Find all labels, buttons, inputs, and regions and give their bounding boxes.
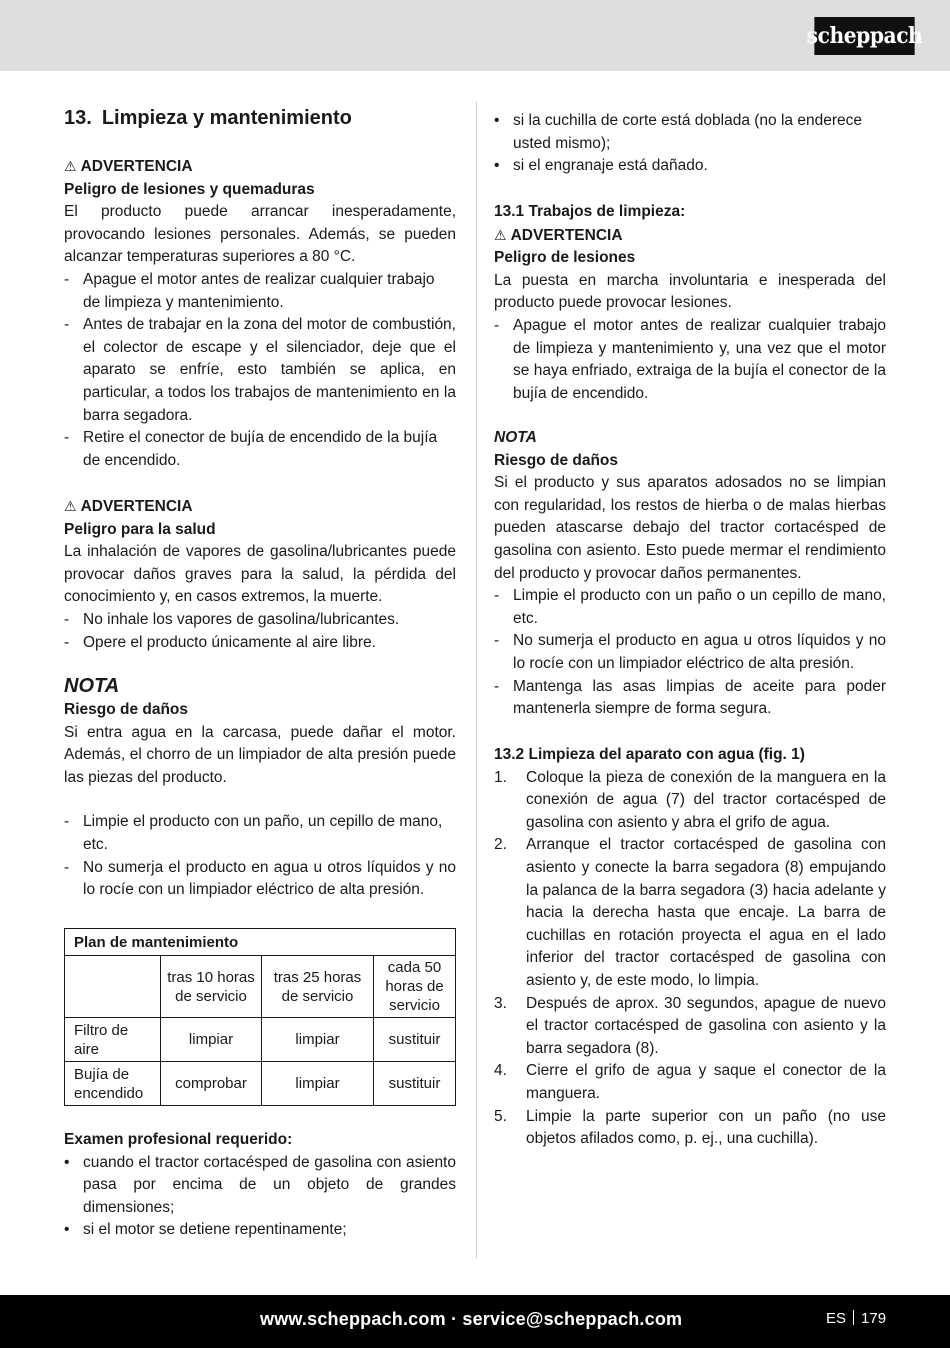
table-cell: limpiar — [262, 1018, 374, 1062]
warning-icon: ⚠ — [64, 158, 77, 174]
warning-subheading: Peligro de lesiones — [494, 249, 636, 267]
table-title: Plan de mantenimiento — [65, 929, 456, 956]
table-header-cell — [65, 956, 161, 1018]
page-indicator — [826, 1310, 886, 1327]
section-title-text: Limpieza y mantenimiento — [101, 107, 352, 129]
step-number: 3. — [494, 994, 507, 1012]
warning-list — [64, 269, 456, 472]
step-item — [494, 767, 886, 835]
list-item: • si el engranaje está dañado. — [494, 155, 886, 178]
nota-subheading: Riesgo de daños — [64, 701, 189, 718]
maintenance-table — [64, 928, 456, 1106]
language-code: ES — [826, 1310, 847, 1327]
list-item: • si el motor se detiene repentinamente; — [64, 1219, 456, 1242]
footer-contact-link[interactable]: www.scheppach.com · service@scheppach.com — [260, 1309, 683, 1329]
professional-exam — [64, 1129, 456, 1242]
step-text: Arranque el tractor cortacésped de gasolina con asiento y conecte la barra segadora (8) empujando la palanca de la barra segadora (3) hacia adelante y hacia la derecha hasta que encaje. La barra de cuchillas en rotación proyecta el agua en el lado inferior del tractor cortacésped de gasolina con asiento y, de este modo, lo limpia. — [526, 836, 886, 989]
nota-damage — [64, 673, 456, 902]
warning-text: La inhalación de vapores de gasolina/lubricantes puede provocar daños graves para la salud, la pérdida del conocimiento y, en casos extremos, la muerte. — [64, 543, 456, 606]
section-number: 13. — [64, 107, 92, 129]
step-number: 4. — [494, 1062, 507, 1080]
list-item: - Opere el producto únicamente al aire libre. — [64, 632, 456, 655]
nota-subheading: Riesgo de daños — [494, 451, 619, 469]
brand-logo: scheppach — [814, 17, 914, 55]
warning-text: El producto puede arrancar inesperadamente, provocando lesiones personales. Además, se pueden alcanzar temperaturas superiores a 80 °C. — [64, 203, 456, 266]
nota-text: Si el producto y sus aparatos adosados no se limpian con regularidad, los restos de hierba o de malas hierbas pueden atascarse debajo del tractor cortacésped de gasolina con asiento. Esto puede mermar el rendimiento del producto y provocar daños permanentes. — [494, 474, 886, 582]
list-item: - No inhale los vapores de gasolina/lubricantes. — [64, 609, 456, 632]
step-number: 2. — [494, 836, 507, 854]
table-cell: limpiar — [262, 1062, 374, 1106]
step-text: Después de aprox. 30 segundos, apague de nuevo el tractor cortacésped de gasolina con asiento y la barra segadora (8). — [526, 994, 886, 1057]
table-cell: sustituir — [374, 1062, 456, 1106]
nota-text: Si entra agua en la carcasa, puede dañar el motor. Además, el chorro de un limpiador de alta presión puede las piezas del producto. — [64, 723, 456, 786]
warning-list — [64, 609, 456, 654]
table-header-row — [65, 956, 456, 1018]
warning-icon: ⚠ — [64, 498, 77, 514]
list-item: - Limpie el producto con un paño o un cepillo de mano, etc. — [494, 585, 886, 630]
nota-list — [64, 811, 456, 901]
warning-list — [494, 315, 886, 405]
warning-subheading: Peligro de lesiones y quemaduras — [64, 180, 315, 198]
step-number: 1. — [494, 768, 507, 786]
warning-text: La puesta en marcha involuntaria e inesperada del producto puede provocar lesiones. — [494, 271, 886, 312]
step-item — [494, 993, 886, 1061]
step-item — [494, 1060, 886, 1105]
page-number: 179 — [861, 1310, 887, 1327]
nota-list — [494, 585, 886, 721]
list-item: - No sumerja el producto en agua u otros líquidos y no lo rocíe con un limpiador eléctrico de alta presión. — [64, 857, 456, 902]
list-item: - Apague el motor antes de realizar cualquier trabajo de limpieza y mantenimiento. — [64, 269, 456, 314]
table-cell: Filtro de aire — [65, 1018, 161, 1062]
step-text: Coloque la pieza de conexión de la manguera en la conexión de agua (7) del tractor cortacésped de gasolina con asiento y abra el grifo de agua. — [526, 768, 886, 831]
list-item: - Retire el conector de bujía de encendido de la bujía de encendido. — [64, 427, 456, 472]
section-13-1 — [494, 201, 886, 405]
exam-list — [64, 1152, 456, 1242]
table-row — [65, 1062, 456, 1106]
warning-health — [64, 495, 456, 654]
table-cell: limpiar — [161, 1018, 262, 1062]
subsection-title: 13.1 Trabajos de limpieza: — [494, 203, 686, 220]
nota-heading: NOTA — [494, 429, 537, 446]
list-item: - Antes de trabajar en la zona del motor de combustión, el colector de escape y el silenciador, deje que el aparato se enfríe, esto también se aplica, en particular, a todos los trabajos de mantenimiento en la barra segadora. — [64, 314, 456, 427]
warning-icon: ⚠ — [494, 226, 507, 243]
warning-burn — [64, 155, 456, 472]
table-cell: Bujía de encendido — [65, 1062, 161, 1106]
list-item: • cuando el tractor cortacésped de gasolina con asiento pasa por encima de un objeto de grandes dimensiones; — [64, 1152, 456, 1220]
table-header-cell: cada 50 horas de servicio — [374, 956, 456, 1018]
section-13-2 — [494, 744, 886, 1151]
subsection-title: 13.2 Limpieza del aparato con agua (fig. 1) — [494, 746, 805, 763]
page-separator — [853, 1310, 854, 1325]
warning-heading: ⚠ ADVERTENCIA — [494, 224, 886, 248]
exam-heading: Examen profesional requerido: — [64, 1131, 293, 1148]
step-item — [494, 1106, 886, 1151]
section-title — [64, 107, 352, 130]
table-header-cell: tras 25 horas de servicio — [262, 956, 374, 1018]
column-divider — [476, 102, 477, 1258]
table-cell: sustituir — [374, 1018, 456, 1062]
nota-heading: NOTA — [64, 675, 120, 697]
list-item: - Apague el motor antes de realizar cualquier trabajo de limpieza y mantenimiento y, una vez que el motor se haya enfriado, extraiga de la bujía el conector de la bujía de encendido. — [494, 315, 886, 405]
warning-heading: ⚠ ADVERTENCIA — [64, 155, 456, 179]
list-item: • si la cuchilla de corte está doblada (no la enderece usted mismo); — [494, 110, 886, 155]
warning-heading: ⚠ ADVERTENCIA — [64, 495, 456, 519]
warning-subheading: Peligro para la salud — [64, 520, 216, 538]
table-row — [65, 1018, 456, 1062]
table-cell: comprobar — [161, 1062, 262, 1106]
list-item: - Limpie el producto con un paño, un cepillo de mano, etc. — [64, 811, 456, 856]
list-item: - No sumerja el producto en agua u otros líquidos y no lo rocíe con un limpiador eléctrico de alta presión. — [494, 630, 886, 675]
footer-bar — [0, 1295, 950, 1348]
step-number: 5. — [494, 1107, 507, 1125]
table-header-cell: tras 10 horas de servicio — [161, 956, 262, 1018]
exam-continued — [494, 110, 886, 178]
step-text: Limpie la parte superior con un paño (no use objetos afilados como, p. ej., una cuchilla). — [526, 1107, 886, 1148]
step-item — [494, 834, 886, 992]
list-item: - Mantenga las asas limpias de aceite para poder mantenerla siempre de forma segura. — [494, 676, 886, 721]
exam-list-continued — [494, 110, 886, 178]
steps-list — [494, 767, 886, 1151]
step-text: Cierre el grifo de agua y saque el conector de la manguera. — [526, 1062, 886, 1102]
nota-damage-2 — [494, 427, 886, 721]
